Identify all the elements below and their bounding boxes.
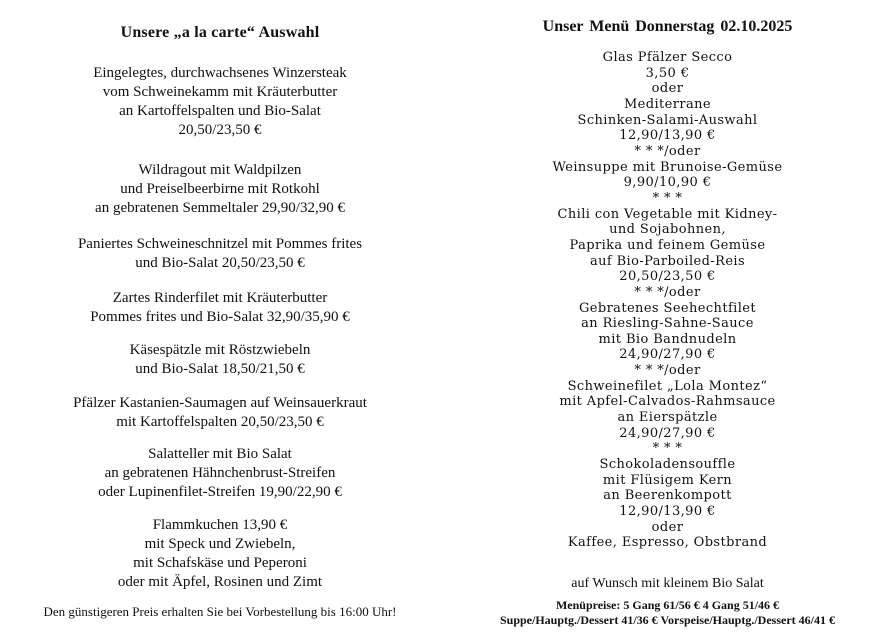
menu-line: und Sojabohnen, bbox=[609, 222, 726, 238]
dish-winzersteak bbox=[0, 64, 440, 140]
menu-line: 3,50 € bbox=[645, 65, 690, 81]
menu-line: 12,90/13,90 € bbox=[619, 504, 716, 520]
menu-line: Chili con Vegetable mit Kidney- bbox=[557, 206, 778, 222]
dish-line: an gebratenen Semmeltaler 29,90/32,90 € bbox=[95, 200, 345, 216]
menu-line: * * * bbox=[652, 190, 683, 206]
menu-line: 20,50/23,50 € bbox=[619, 269, 716, 285]
dish-line: Paniertes Schweineschnitzel mit Pommes frites bbox=[77, 236, 363, 252]
dish-price: 20,50/23,50 € bbox=[178, 122, 262, 138]
menu-line: * * */oder bbox=[634, 284, 701, 300]
dish-line: und Preiselbeerbirne mit Rotkohl bbox=[120, 181, 320, 197]
menu-line: an Riesling-Sahne-Sauce bbox=[581, 316, 754, 332]
dish-line: Flammkuchen 13,90 € bbox=[152, 517, 288, 533]
menu-line: Schinken-Salami-Auswahl bbox=[577, 112, 758, 128]
dish-rinderfilet bbox=[0, 289, 440, 327]
menu-line: Weinsuppe mit Brunoise-Gemüse bbox=[552, 159, 783, 175]
menu-line: * * * bbox=[652, 441, 683, 457]
menu-line: 12,90/13,90 € bbox=[619, 128, 716, 144]
menu-line: Schweinefilet „Lola Montez“ bbox=[567, 378, 768, 394]
dish-flammkuchen bbox=[0, 516, 440, 592]
dish-line: mit Kartoffelspalten 20,50/23,50 € bbox=[116, 414, 324, 430]
menu-prices-line: Menüpreise: 5 Gang 61/56 € 4 Gang 51/46 € bbox=[555, 598, 780, 612]
a-la-carte-title: Unsere „a la carte“ Auswahl bbox=[120, 24, 320, 41]
menu-line: 24,90/27,90 € bbox=[619, 425, 716, 441]
daily-menu-courses bbox=[455, 50, 880, 551]
dish-line: oder mit Äpfel, Rosinen und Zimt bbox=[117, 574, 323, 590]
dish-line: Wildragout mit Waldpilzen bbox=[138, 162, 302, 178]
menu-line: * * */oder bbox=[634, 363, 701, 379]
dish-line: vom Schweinekamm mit Kräuterbutter bbox=[102, 84, 338, 100]
menu-line: mit Flüsigem Kern bbox=[602, 472, 733, 488]
menu-line: mit Bio Bandnudeln bbox=[598, 331, 737, 347]
menu-line: auf Bio-Parboiled-Reis bbox=[589, 253, 746, 269]
menu-line: Paprika und feinem Gemüse bbox=[569, 237, 766, 253]
dish-line: mit Speck und Zwiebeln, bbox=[144, 536, 296, 552]
menu-line: * * */oder bbox=[634, 143, 701, 159]
menu-line: an Eierspätzle bbox=[617, 410, 718, 426]
menu-line: 24,90/27,90 € bbox=[619, 347, 716, 363]
dish-salatteller bbox=[0, 445, 440, 502]
dish-line: an gebratenen Hähnchenbrust-Streifen bbox=[104, 465, 336, 481]
dish-line: Käsespätzle mit Röstzwiebeln bbox=[129, 342, 311, 358]
menu-prices bbox=[455, 598, 880, 628]
dish-line: mit Schafskäse und Peperoni bbox=[133, 555, 307, 571]
dish-line: Pommes frites und Bio-Salat 32,90/35,90 € bbox=[90, 309, 350, 325]
menu-line: oder bbox=[651, 81, 684, 97]
dish-line: Zartes Rinderfilet mit Kräuterbutter bbox=[112, 290, 328, 306]
menu-prices-line: Suppe/Hauptg./Dessert 41/36 € Vorspeise/Hauptg./Dessert 46/41 € bbox=[499, 613, 835, 627]
dish-saumagen bbox=[0, 394, 440, 432]
menu-line: Kaffee, Espresso, Obstbrand bbox=[567, 535, 768, 551]
dish-line: und Bio-Salat 20,50/23,50 € bbox=[135, 255, 305, 271]
dish-line: und Bio-Salat 18,50/21,50 € bbox=[135, 361, 305, 377]
dish-line: Pfälzer Kastanien-Saumagen auf Weinsauerkraut bbox=[73, 395, 367, 411]
dish-wildragout bbox=[0, 161, 440, 218]
menu-line: an Beerenkompott bbox=[603, 488, 732, 504]
salad-option-note: auf Wunsch mit kleinem Bio Salat bbox=[571, 576, 764, 591]
dish-line: oder Lupinenfilet-Streifen 19,90/22,90 € bbox=[98, 484, 342, 500]
menu-line: mit Apfel-Calvados-Rahmsauce bbox=[559, 394, 776, 410]
daily-menu-title: Unser Menü Donnerstag 02.10.2025 bbox=[542, 18, 793, 35]
menu-line: 9,90/10,90 € bbox=[623, 175, 712, 191]
dish-line: Eingelegtes, durchwachsenes Winzersteak bbox=[93, 65, 347, 81]
menu-line: Gebratenes Seehechtfilet bbox=[578, 300, 757, 316]
menu-line: Schokoladensouffle bbox=[599, 457, 736, 473]
menu-line: Mediterrane bbox=[623, 96, 712, 112]
dish-kaesespaetzle bbox=[0, 341, 440, 379]
menu-line: oder bbox=[651, 519, 684, 535]
menu-line: Glas Pfälzer Secco bbox=[602, 50, 733, 65]
preorder-note: Den günstigeren Preis erhalten Sie bei Vorbestellung bis 16:00 Uhr! bbox=[43, 604, 397, 619]
dish-schweineschnitzel bbox=[0, 235, 440, 273]
dish-line: Salatteller mit Bio Salat bbox=[148, 446, 292, 462]
dish-line: an Kartoffelspalten und Bio-Salat bbox=[119, 103, 321, 119]
